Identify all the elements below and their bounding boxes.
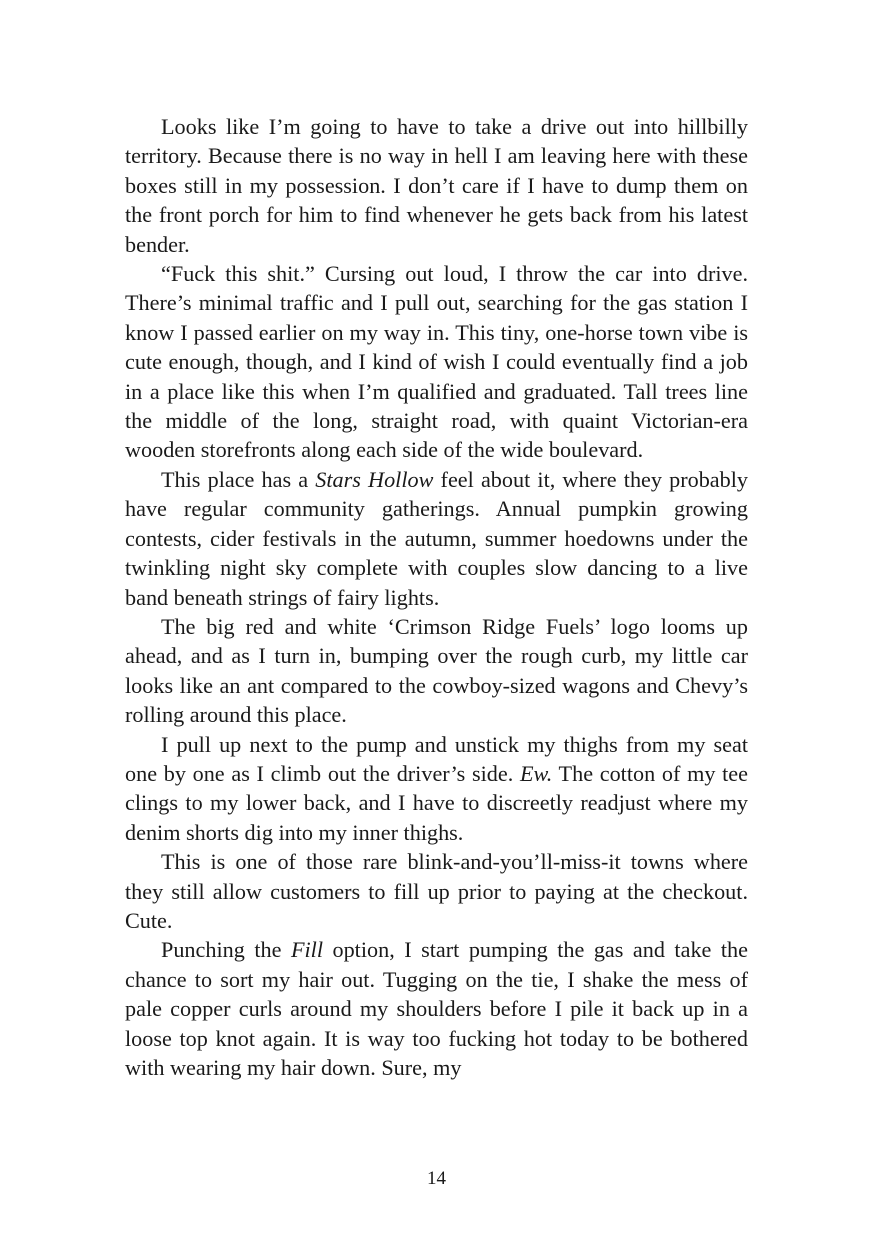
paragraph <box>125 259 748 465</box>
paragraph-text: The cotton of my tee clings to my lower back, and I have to discreetly readjust where my denim shorts dig into my inner thighs. <box>125 760 748 845</box>
paragraph-text: Punching the <box>161 937 291 963</box>
paragraph <box>125 935 748 1082</box>
paragraph-text: option, I start pumping the gas and take the chance to sort my hair out. Tugging on the tie, I shake the mess of pale copper curls around my shoulders before I pile it back up in a loose top knot again. It is way too fucking hot today to be bothered with wearing my hair down. Sure, my <box>125 937 748 1080</box>
paragraph <box>125 730 748 848</box>
book-page-body <box>125 112 748 1082</box>
paragraph-text: This is one of those rare blink-and-you’ll-miss-it towns where they still allow customers to fill up prior to paying at the checkout. Cute. <box>125 849 748 933</box>
paragraph-text: feel about it, where they probably have regular community gatherings. Annual pumpkin growing contests, cider festivals in the autumn, summer hoedowns under the twinkling night sky complete with couples slow dancing to a live band beneath strings of fairy lights. <box>125 466 748 610</box>
italic-emphasis-text: Fill <box>290 937 323 963</box>
paragraph-text: I pull up next to the pump and unstick my thighs from my seat one by one as I climb out the driver’s side. <box>125 731 748 786</box>
paragraph-text: “Fuck this shit.” Cursing out loud, I throw the car into drive. There’s minimal traffic and I pull out, searching for the gas station I know I passed earlier on my way in. This tiny, one-horse town vibe is cute enough, though, and I kind of wish I could eventually find a job in a place like this when I’m qualified and graduated. Tall trees line the middle of the long, straight road, with quaint Victorian-era wooden storefronts along each side of the wide boulevard. <box>125 261 748 463</box>
italic-emphasis-text: Ew. <box>519 760 553 786</box>
italic-title-text: Stars Hollow <box>315 466 434 492</box>
paragraph-text: Looks like I’m going to have to take a drive out into hillbilly territory. Because there is no way in hell I am leaving here with these boxes still in my possession. I don’t care if I have to dump them on the front porch for him to find whenever he gets back from his latest bender. <box>125 114 748 257</box>
page-number: 14 <box>427 1168 446 1189</box>
paragraph-text: This place has a <box>161 466 316 492</box>
paragraph-text: The big red and white ‘Crimson Ridge Fuels’ logo looms up ahead, and as I turn in, bumping over the rough curb, my little car looks like an ant compared to the cowboy-sized wagons and Chevy’s rolling around this place. <box>125 613 748 728</box>
paragraph <box>125 612 748 730</box>
paragraph <box>125 112 748 259</box>
paragraph <box>125 847 748 935</box>
paragraph <box>125 465 748 612</box>
